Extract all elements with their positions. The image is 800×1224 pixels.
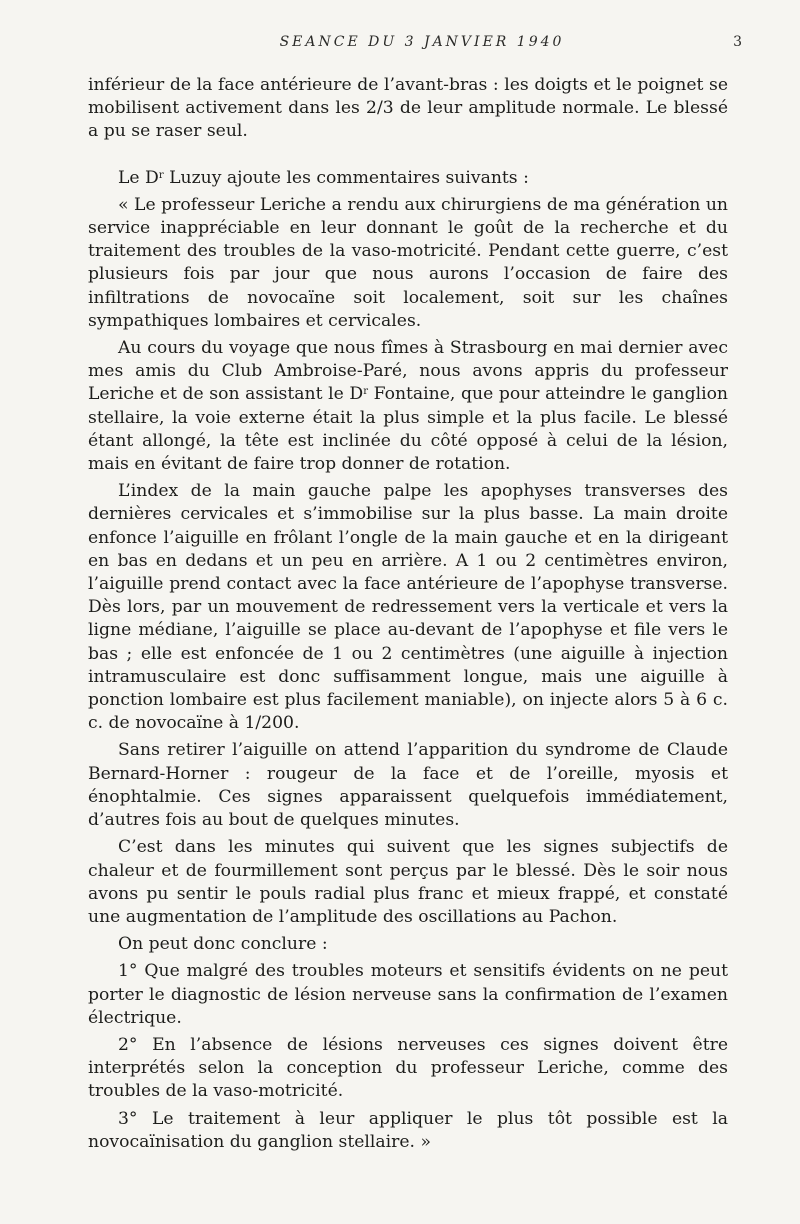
intro-text-start: Le D (118, 167, 159, 188)
paragraph-leriche: « Le professeur Leriche a rendu aux chirurgiens de ma génération un service inappréciable en leur donnant le goût de la recherche et du traitement des troubles de la vaso-motricité. Pendant cette guerre, c’est plusieurs fois par jour que nous aurons l’occasion de faire des infiltrations de novocaïne soit localement, soit sur les chaînes sympathiques lombaires et cervicales. (88, 194, 728, 331)
paragraph-technique: L’index de la main gauche palpe les apophyses transverses des dernières cervicales et s’immobilise sur la plus basse. La main droite enfonce l’aiguille en frôlant l’ongle de la main gauche et en la dirigeant en bas en dedans et un peu en arrière. A 1 ou 2 centimètres environ, l’aiguille prend contact avec la face antérieure de l’apophyse transverse. Dès lors, par un mouvement de redressement vers la verticale et vers la ligne médiane, l’aiguille se place au-devant de l’apophyse et file vers le bas ; elle est enfoncée de 1 ou 2 centimètres (une aiguille à injection intramusculaire est donc suffisamment longue, mais une aiguille à ponction lombaire est plus facilement maniable), on injecte alors 5 à 6 c. c. de novocaïne à 1/200. (88, 481, 728, 734)
paragraph-continued: inférieur de la face antérieure de l’avant-bras : les doigts et le poignet se mobilisent activement dans les 2/3 de leur amplitude normale. Le blessé a pu se raser seul. (88, 75, 728, 142)
paragraph-horner: Sans retirer l’aiguille on attend l’apparition du syndrome de Claude Bernard-Horner : rougeur de la face et de l’oreille, myosis et énophtalmie. Ces signes apparaissent quelquefois immédiatement, d’autres fois au bout de quelques minutes. (88, 740, 728, 831)
conclusion-item-2: 2° En l’absence de lésions nerveuses ces signes doivent être interprétés selon la conception du professeur Leriche, comme des troubles de la vaso-motricité. (88, 1034, 728, 1102)
doctor-superscript: r (158, 169, 164, 181)
running-head (88, 34, 742, 60)
page-number: 3 (733, 34, 742, 50)
paragraph-signs: C’est dans les minutes qui suivent que les signes subjectifs de chaleur et de fourmillement sont perçus par le blessé. Dès le soir nous avons pu sentir le pouls radial plus franc et mieux frappé, et constaté une augmentation de l’amplitude des oscillations au Pachon. (88, 837, 728, 927)
paragraph-strasbourg (88, 337, 728, 476)
paragraph-conclusion-intro: On peut donc conclure : (118, 934, 328, 955)
paragraph-intro (88, 167, 728, 190)
conclusion-item-3: 3° Le traitement à leur appliquer le plus tôt possible est la novocaïnisation du ganglion stellaire. » (88, 1108, 728, 1152)
doctor-superscript: r (363, 386, 368, 398)
strasbourg-text-start: Au cours du voyage que nous fîmes à Strasbourg en mai dernier avec mes amis du Club Ambroise-Paré, nous avons appris du professeur Leriche et de son assistant le D (88, 338, 728, 405)
session-title: SEANCE DU 3 JANVIER 1940 (279, 34, 565, 50)
strasbourg-text-end: Fontaine, que pour atteindre le ganglion stellaire, la voie externe était la plus simple et la plus facile. Le blessé étant allongé, la tête est inclinée du côté opposé à celui de la lésion, mais en évitant de faire trop donner de rotation. (88, 384, 728, 475)
intro-text-end: Luzuy ajoute les commentaires suivants : (163, 167, 529, 188)
conclusion-item-1: 1° Que malgré des troubles moteurs et sensitifs évidents on ne peut porter le diagnostic de lésion nerveuse sans la confirmation de l’examen électrique. (88, 961, 728, 1028)
body-text (88, 74, 728, 1154)
